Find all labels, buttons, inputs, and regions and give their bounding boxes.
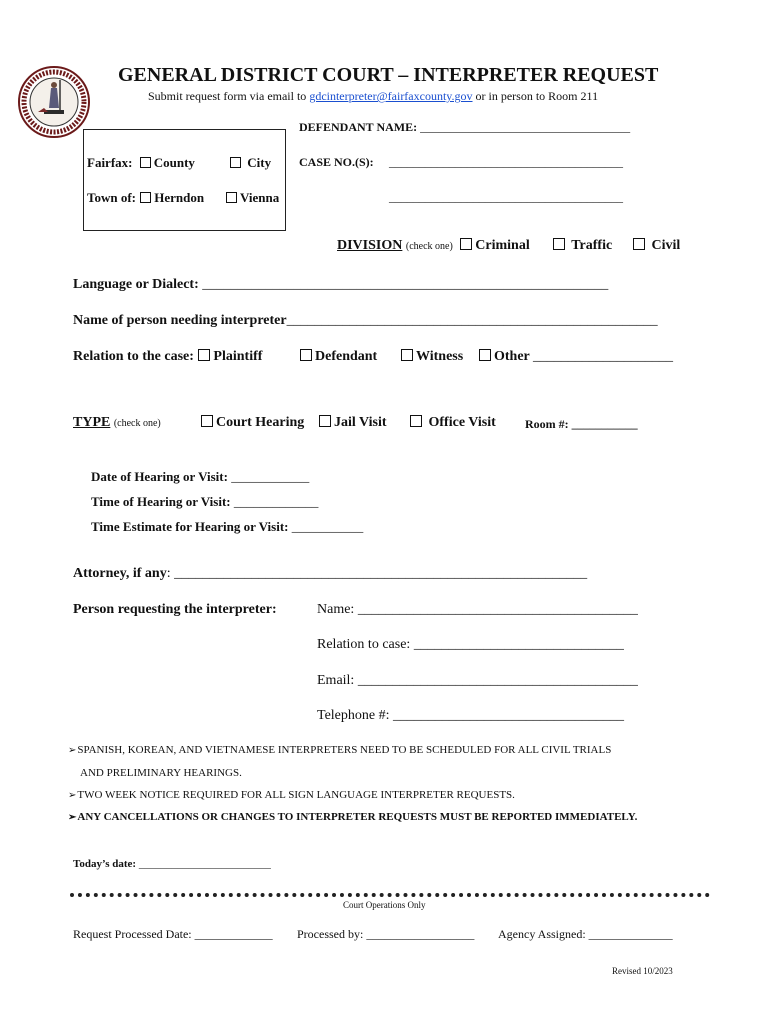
other-option <box>478 349 673 365</box>
notice-3-text: ANY CANCELLATIONS OR CHANGES TO INTERPRETER REQUESTS MUST BE REPORTED IMMEDIATELY. <box>77 811 638 823</box>
requester-phone-field[interactable]: _________________________________ <box>393 708 624 723</box>
notice-3 <box>68 811 637 823</box>
email-link[interactable]: gdcinterpreter@fairfaxcounty.gov <box>309 89 473 103</box>
fairfax-label: Fairfax: <box>87 155 133 170</box>
dotted-divider <box>70 893 710 897</box>
notice-1-continued: AND PRELIMINARY HEARINGS. <box>80 767 242 779</box>
herndon-checkbox[interactable] <box>140 192 151 203</box>
processed-by-label: Processed by: <box>297 927 364 941</box>
court-hearing-checkbox[interactable] <box>201 415 213 427</box>
hearing-time-field[interactable]: _____________ <box>233 494 319 509</box>
agency-field[interactable]: ______________ <box>588 927 673 941</box>
type-heading <box>73 415 161 431</box>
notice-1-text: SPANISH, KOREAN, AND VIETNAMESE INTERPRETERS NEED TO BE SCHEDULED FOR ALL CIVIL TRIALS <box>77 744 612 756</box>
traffic-label: Traffic <box>571 238 613 253</box>
submit-prefix: Submit request form via email to <box>148 89 307 103</box>
requester-email-row <box>317 673 638 689</box>
requester-email-field[interactable]: ________________________________________ <box>357 673 638 688</box>
city-option <box>229 155 271 171</box>
jail-visit-checkbox[interactable] <box>319 415 331 427</box>
processed-date-row <box>73 927 273 942</box>
witness-checkbox[interactable] <box>401 349 413 361</box>
vienna-option <box>225 190 279 206</box>
civil-option <box>632 238 680 254</box>
time-estimate-row <box>91 519 363 535</box>
attorney-field[interactable]: ___________________________________________________________ <box>174 566 588 581</box>
location-box <box>83 129 286 231</box>
plaintiff-label: Plaintiff <box>213 349 263 364</box>
office-visit-option <box>409 415 496 431</box>
arrow-bullet-icon: ➢ <box>68 745 77 756</box>
requester-relation-row <box>317 637 624 653</box>
town-row <box>87 190 204 206</box>
requester-name-row <box>317 602 638 618</box>
defendant-name-label: DEFENDANT NAME: <box>299 120 418 134</box>
requester-name-field[interactable]: ________________________________________ <box>357 602 638 617</box>
attorney-row <box>73 566 587 582</box>
agency-row <box>498 927 673 942</box>
hearing-time-label: Time of Hearing or Visit: <box>91 494 231 509</box>
virginia-seal-icon <box>18 66 90 138</box>
processed-date-label: Request Processed Date: <box>73 927 192 941</box>
agency-label: Agency Assigned: <box>498 927 586 941</box>
form-title: GENERAL DISTRICT COURT – INTERPRETER REQUEST <box>118 64 659 86</box>
traffic-checkbox[interactable] <box>553 238 565 250</box>
case-number-field-2[interactable]: _______________________________________ <box>389 190 623 204</box>
office-visit-label: Office Visit <box>428 415 496 430</box>
criminal-label: Criminal <box>475 238 530 253</box>
room-field[interactable]: ___________ <box>571 417 638 431</box>
town-label: Town of: <box>87 190 137 205</box>
county-label: County <box>153 155 195 170</box>
person-needing-label: Name of person needing interpreter <box>73 313 287 328</box>
language-field[interactable]: __________________________________________________________ <box>202 277 609 292</box>
witness-option <box>400 349 463 365</box>
arrow-bullet-icon: ➢ <box>68 790 77 801</box>
requester-relation-field[interactable]: ______________________________ <box>413 637 624 652</box>
requester-relation-label: Relation to case: <box>317 637 411 652</box>
arrow-bullet-icon: ➢ <box>68 812 77 823</box>
time-estimate-label: Time Estimate for Hearing or Visit: <box>91 519 289 534</box>
attorney-label: Attorney, if any <box>73 566 167 581</box>
requester-label: Person requesting the interpreter: <box>73 602 277 617</box>
division-label: DIVISION <box>337 238 403 253</box>
jail-visit-option <box>318 415 387 431</box>
court-operations-caption: Court Operations Only <box>343 900 426 910</box>
processed-by-row <box>297 927 474 942</box>
submit-instructions <box>148 89 598 104</box>
time-estimate-field[interactable]: ___________ <box>291 519 364 534</box>
jail-visit-label: Jail Visit <box>334 415 387 430</box>
traffic-option <box>552 238 612 254</box>
division-row <box>337 238 530 254</box>
vienna-label: Vienna <box>240 190 280 205</box>
notice-2 <box>68 789 515 801</box>
city-label: City <box>247 155 272 170</box>
room-row <box>525 417 638 432</box>
defendant-checkbox[interactable] <box>300 349 312 361</box>
case-number-field-1[interactable]: _______________________________________ <box>389 155 623 169</box>
case-number-label: CASE NO.(S): <box>299 155 374 169</box>
fairfax-row <box>87 155 195 171</box>
witness-label: Witness <box>416 349 464 364</box>
processed-date-field[interactable]: _____________ <box>194 927 273 941</box>
language-row <box>73 277 608 293</box>
todays-date-label: Today’s date: <box>73 858 137 870</box>
herndon-label: Herndon <box>154 190 205 205</box>
notice-1 <box>68 744 611 756</box>
processed-by-field[interactable]: __________________ <box>366 927 475 941</box>
requester-name-label: Name: <box>317 602 355 617</box>
hearing-date-field[interactable]: ____________ <box>231 469 310 484</box>
civil-checkbox[interactable] <box>633 238 645 250</box>
relation-label: Relation to the case: <box>73 349 194 364</box>
hearing-time-row <box>91 494 318 510</box>
attorney-colon: : <box>166 566 171 581</box>
office-visit-checkbox[interactable] <box>410 415 422 427</box>
requester-phone-row <box>317 708 624 724</box>
other-checkbox[interactable] <box>479 349 491 361</box>
criminal-checkbox[interactable] <box>460 238 472 250</box>
person-needing-field[interactable]: _____________________________________________________ <box>286 313 658 328</box>
defendant-name-row <box>299 120 630 135</box>
plaintiff-checkbox[interactable] <box>198 349 210 361</box>
requester-phone-label: Telephone #: <box>317 708 390 723</box>
defendant-name-field[interactable]: ___________________________________ <box>420 120 631 134</box>
vienna-checkbox[interactable] <box>226 192 237 203</box>
hearing-date-label: Date of Hearing or Visit: <box>91 469 228 484</box>
language-label: Language or Dialect: <box>73 277 199 292</box>
defendant-option <box>299 349 377 365</box>
type-label: TYPE <box>73 415 111 430</box>
requester-email-label: Email: <box>317 673 355 688</box>
todays-date-field[interactable]: ________________________ <box>138 858 271 870</box>
other-field[interactable]: ____________________ <box>533 349 674 364</box>
relation-row <box>73 349 262 365</box>
court-hearing-option <box>200 415 304 431</box>
todays-date-row <box>73 858 271 870</box>
civil-label: Civil <box>651 238 681 253</box>
hearing-date-row <box>91 469 309 485</box>
other-label: Other <box>494 349 530 364</box>
notice-2-text: TWO WEEK NOTICE REQUIRED FOR ALL SIGN LANGUAGE INTERPRETER REQUESTS. <box>77 789 515 801</box>
revision-date: Revised 10/2023 <box>612 966 673 976</box>
division-hint: (check one) <box>405 241 453 252</box>
submit-suffix: or in person to Room 211 <box>475 89 599 103</box>
room-label: Room #: <box>525 417 569 431</box>
city-checkbox[interactable] <box>230 157 241 168</box>
defendant-label: Defendant <box>315 349 378 364</box>
person-needing-row <box>73 313 658 329</box>
type-hint: (check one) <box>113 418 161 429</box>
court-hearing-label: Court Hearing <box>216 415 305 430</box>
county-checkbox[interactable] <box>140 157 151 168</box>
